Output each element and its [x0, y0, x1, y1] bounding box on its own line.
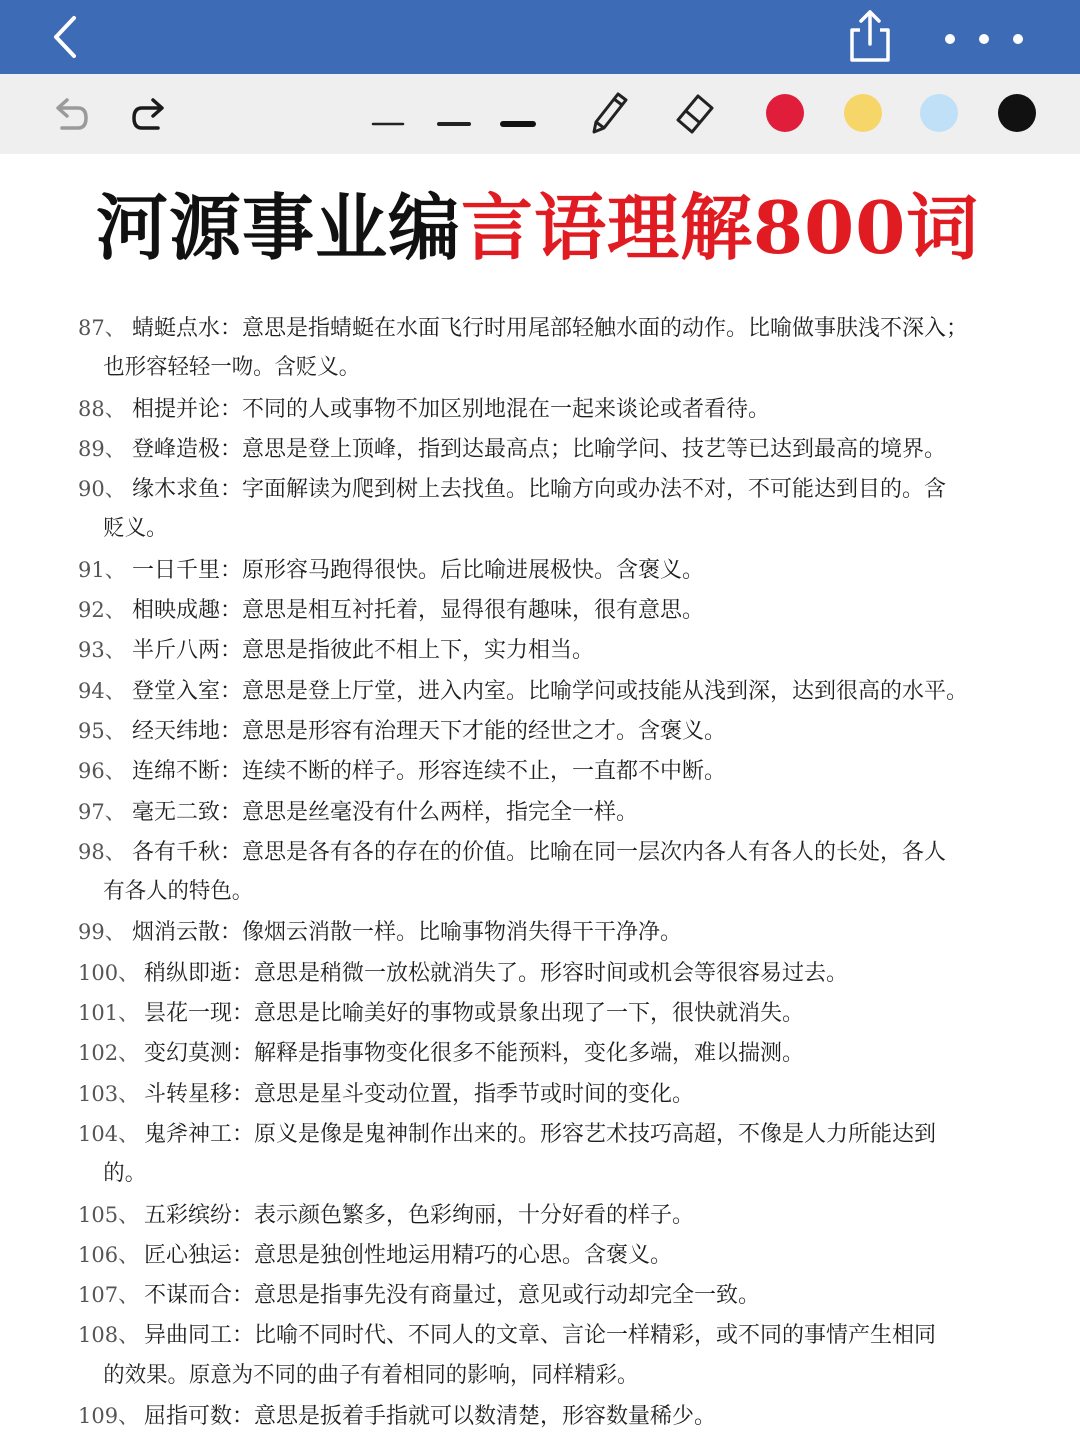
entry-line	[78, 308, 1038, 348]
entry-line	[78, 993, 1038, 1033]
entry-number: 95、	[78, 718, 126, 743]
entry-number: 106、	[78, 1242, 140, 1267]
entry-number: 88、	[78, 396, 126, 421]
list-item	[78, 550, 1038, 590]
entry-definition: ：意思是星斗变动位置，指季节或时间的变化。	[232, 1081, 695, 1107]
entry-definition: ：意思是独创性地运用精巧的心思。含褒义。	[232, 1242, 673, 1268]
entry-line	[78, 1396, 1038, 1436]
entry-continuation: 的效果。原意为不同的曲子有着相同的影响，同样精彩。	[103, 1362, 639, 1388]
list-item	[78, 469, 1038, 550]
list-item	[78, 308, 1038, 389]
thin-line-button[interactable]	[370, 86, 406, 142]
entry-term: 相映成趣	[132, 598, 221, 624]
entry-line	[78, 1074, 1038, 1114]
entry-line	[78, 792, 1038, 832]
idiom-list	[78, 308, 1038, 1436]
list-item	[78, 590, 1038, 630]
entry-term: 毫无二致	[132, 799, 221, 825]
entry-line	[78, 1235, 1038, 1275]
list-item	[78, 792, 1038, 832]
entry-term: 五彩缤纷	[144, 1202, 233, 1228]
entry-term: 缘木求鱼	[132, 477, 221, 503]
entry-line	[78, 832, 1038, 872]
entry-term: 变幻莫测	[144, 1041, 233, 1067]
entry-line	[78, 429, 1038, 469]
thick-line-icon	[500, 86, 536, 142]
top-app-bar	[0, 0, 1080, 74]
list-item	[78, 912, 1038, 952]
list-item	[78, 389, 1038, 429]
medium-line-button[interactable]	[436, 86, 472, 142]
entry-number: 89、	[78, 436, 126, 461]
entry-line	[78, 469, 1038, 509]
annotation-toolbar	[0, 74, 1080, 154]
entry-line	[78, 1114, 1038, 1154]
entry-term: 不谋而合	[144, 1283, 233, 1309]
entry-line	[78, 590, 1038, 630]
color-swatch-red[interactable]	[766, 94, 804, 132]
entry-number: 101、	[78, 1001, 140, 1026]
entry-term: 匠心独运	[144, 1242, 233, 1268]
entry-definition: ：连续不断的样子。形容连续不止，一直都不中断。	[220, 759, 727, 785]
entry-term: 鬼斧神工	[144, 1121, 233, 1147]
entry-term: 一日千里	[132, 557, 221, 583]
entry-number: 97、	[78, 799, 126, 824]
pencil-icon	[584, 86, 632, 142]
entry-definition: ：意思是丝毫没有什么两样，指完全一样。	[220, 799, 639, 825]
entry-continuation: 的。	[103, 1161, 147, 1187]
entry-number: 107、	[78, 1283, 140, 1308]
share-icon	[842, 6, 898, 66]
entry-definition: ：意思是指蜻蜓在水面飞行时用尾部轻触水面的动作。比喻做事肤浅不深入；	[220, 316, 969, 341]
entry-number: 93、	[78, 638, 126, 663]
entry-definition: ：像烟云消散一样。比喻事物消失得干干净净。	[220, 920, 683, 946]
eraser-button[interactable]	[670, 86, 720, 142]
entry-line	[78, 953, 1038, 993]
color-swatch-light-blue[interactable]	[920, 94, 958, 132]
entry-line	[78, 389, 1038, 429]
list-item	[78, 1114, 1038, 1195]
thick-line-button[interactable]	[500, 86, 536, 142]
entry-number: 94、	[78, 678, 126, 703]
more-dots-icon	[930, 22, 1040, 52]
list-item	[78, 1235, 1038, 1275]
list-item	[78, 1315, 1038, 1396]
entry-number: 98、	[78, 839, 126, 864]
list-item	[78, 1396, 1038, 1436]
list-item	[78, 1275, 1038, 1315]
list-item	[78, 953, 1038, 993]
list-item	[78, 711, 1038, 751]
entry-number: 92、	[78, 598, 126, 623]
entry-definition: ：意思是指事先没有商量过，意见或行动却完全一致。	[232, 1283, 761, 1309]
entry-term: 登峰造极	[132, 436, 221, 462]
redo-button[interactable]	[128, 86, 172, 142]
entry-continuation: 有各人的特色。	[103, 879, 254, 905]
entry-term: 登堂入室	[132, 678, 221, 704]
title-red-part: 言语理解800词	[461, 185, 980, 270]
entry-number: 91、	[78, 557, 126, 582]
entry-definition: ：意思是扳着手指就可以数清楚，形容数量稀少。	[232, 1404, 717, 1430]
entry-term: 斗转星移	[144, 1081, 233, 1107]
entry-line	[78, 1195, 1038, 1235]
entry-line	[78, 1275, 1038, 1315]
entry-term: 烟消云散	[132, 920, 221, 946]
entry-line	[78, 751, 1038, 791]
entry-definition: ：意思是比喻美好的事物或景象出现了一下，很快就消失。	[232, 1001, 805, 1027]
entry-continuation: 也形容轻轻一吻。含贬义。	[103, 355, 361, 381]
entry-definition: ：原义是像是鬼神制作出来的。形容艺术技巧高超，不像是人力所能达到	[232, 1121, 937, 1147]
entry-term: 半斤八两	[132, 638, 221, 664]
entry-term: 稍纵即逝	[144, 960, 233, 986]
back-button[interactable]	[44, 12, 94, 62]
entry-number: 109、	[78, 1404, 140, 1429]
list-item	[78, 751, 1038, 791]
entry-definition: ：意思是形容有治理天下才能的经世之才。含褒义。	[220, 718, 727, 744]
entry-line	[78, 711, 1038, 751]
entry-number: 102、	[78, 1041, 140, 1066]
share-button[interactable]	[842, 6, 898, 66]
entry-definition: ：不同的人或事物不加区别地混在一起来谈论或者看待。	[220, 396, 771, 422]
list-item	[78, 832, 1038, 913]
entry-term: 各有千秋	[132, 839, 221, 865]
list-item	[78, 1074, 1038, 1114]
entry-number: 87、	[78, 316, 126, 340]
entry-term: 连绵不断	[132, 759, 221, 785]
entry-definition: ：字面解读为爬到树上去找鱼。比喻方向或办法不对，不可能达到目的。含	[220, 477, 947, 503]
list-item	[78, 630, 1038, 670]
entry-term: 经天纬地	[132, 718, 221, 744]
entry-definition: ：意思是相互衬托着，显得很有趣味，很有意思。	[220, 598, 705, 624]
entry-definition: ：比喻不同时代、不同人的文章、言论一样精彩，或不同的事情产生相同	[232, 1323, 937, 1349]
page-title	[96, 178, 1056, 278]
entry-number: 105、	[78, 1202, 140, 1227]
entry-line	[78, 1033, 1038, 1073]
thin-line-icon	[370, 86, 406, 142]
entry-definition: ：意思是各有各的存在的价值。比喻在同一层次内各人有各人的长处，各人	[220, 839, 947, 865]
entry-definition: ：意思是指彼此不相上下，实力相当。	[220, 638, 595, 664]
entry-term: 蜻蜓点水	[132, 316, 221, 341]
entry-term: 昙花一现	[144, 1001, 233, 1027]
entry-line	[78, 630, 1038, 670]
entry-number: 90、	[78, 477, 126, 502]
entry-line	[78, 671, 1038, 711]
medium-line-icon	[436, 86, 472, 142]
undo-button[interactable]	[48, 86, 92, 142]
undo-icon	[48, 86, 92, 142]
entry-number: 103、	[78, 1081, 140, 1106]
list-item	[78, 993, 1038, 1033]
entry-definition: ：意思是稍微一放松就消失了。形容时间或机会等很容易过去。	[232, 960, 849, 986]
entry-line	[78, 912, 1038, 952]
redo-icon	[128, 86, 172, 142]
entry-number: 96、	[78, 759, 126, 784]
entry-line	[78, 1315, 1038, 1355]
color-swatch-yellow[interactable]	[844, 94, 882, 132]
entry-term: 异曲同工	[144, 1323, 233, 1349]
entry-definition: ：意思是登上顶峰，指到达最高点；比喻学问、技艺等已达到最高的境界。	[220, 436, 947, 462]
entry-definition: ：解释是指事物变化很多不能预料，变化多端，难以揣测。	[232, 1041, 805, 1067]
entry-number: 104、	[78, 1121, 140, 1146]
list-item	[78, 429, 1038, 469]
title-black-part: 河源事业编	[96, 185, 462, 270]
list-item	[78, 1195, 1038, 1235]
eraser-icon	[670, 86, 720, 142]
entry-number: 100、	[78, 960, 140, 985]
chevron-left-icon	[44, 12, 94, 62]
more-options-button[interactable]	[930, 22, 1040, 52]
entry-term: 相提并论	[132, 396, 221, 422]
entry-continuation: 贬义。	[103, 516, 168, 542]
list-item	[78, 671, 1038, 711]
entry-line	[78, 550, 1038, 590]
list-item	[78, 1033, 1038, 1073]
entry-term: 屈指可数	[144, 1404, 233, 1430]
entry-definition: ：意思是登上厅堂，进入内室。比喻学问或技能从浅到深，达到很高的水平。	[220, 678, 969, 704]
color-swatch-black[interactable]	[998, 94, 1036, 132]
entry-definition: ：原形容马跑得很快。后比喻进展极快。含褒义。	[220, 557, 705, 583]
entry-definition: ：表示颜色繁多，色彩绚丽，十分好看的样子。	[232, 1202, 695, 1228]
entry-number: 108、	[78, 1323, 140, 1348]
pencil-button[interactable]	[584, 86, 632, 142]
entry-number: 99、	[78, 920, 126, 945]
